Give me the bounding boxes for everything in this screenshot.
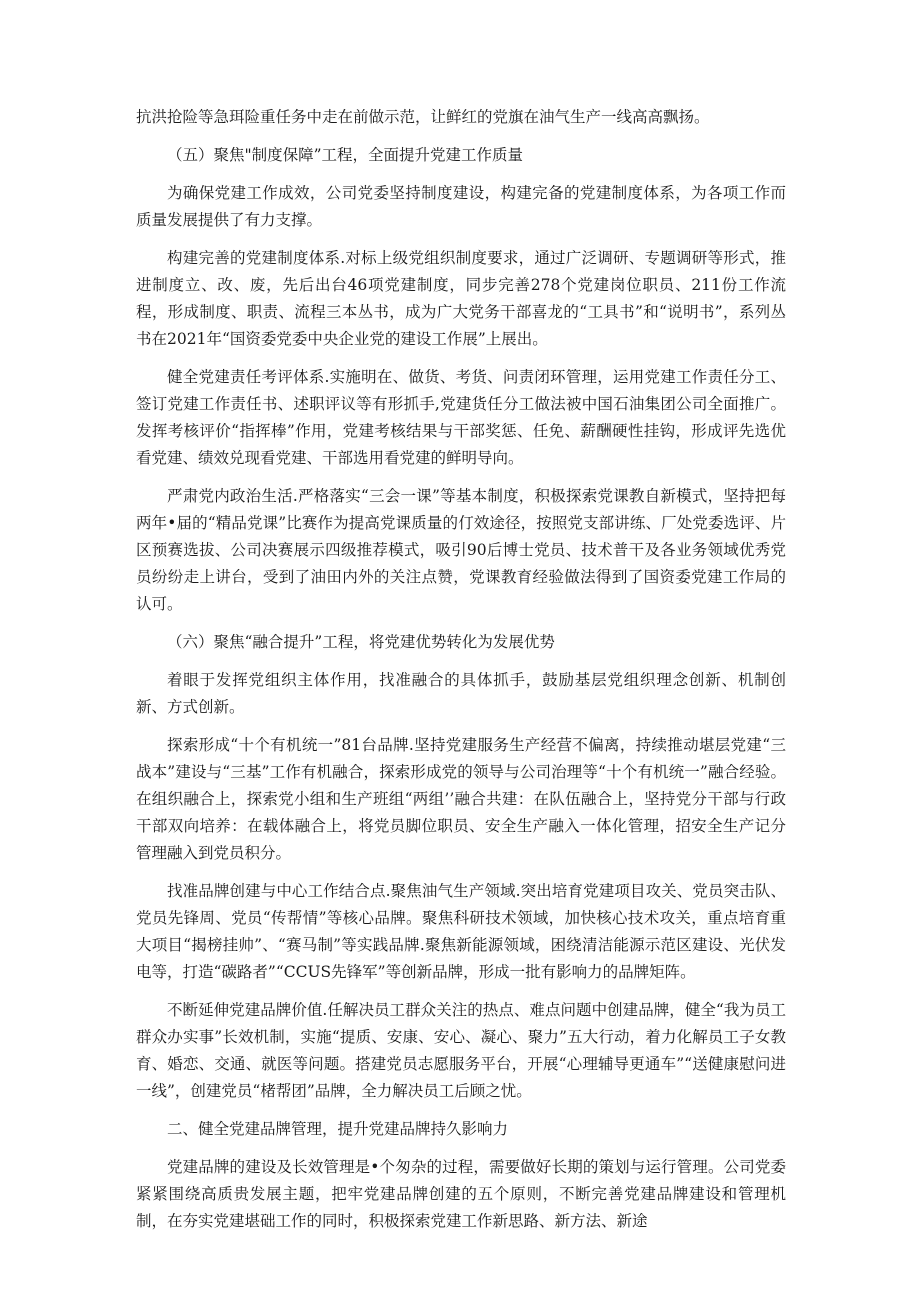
paragraph-9: 不断延伸党建品牌价值.任解决员工群众关注的热点、难点问题中创建品牌，健全“我为员工群众办实事”长效机制，实施“提质、安康、安心、凝心、聚力”五大行动，着力化解员工子女教育、婚恋、交通、就医等问题。搭建党员志愿服务平台，开展“心理辅导更通车”“送健康慰问进一线”，创建党员“楮帮团”品牌，全力解决员工后顾之忧。 — [136, 1001, 786, 1100]
section-heading-5: （五）聚焦"制度保障”工程，全面提升党建工作质量 — [167, 146, 524, 164]
paragraph-4: 健全党建责任考评体系.实施明在、做货、考货、问责闭环管理，运用党建工作责任分工、签订党建工作责任书、述职评议等有形抓手,党建货任分工做法被中国石油集团公司全面推广。发挥考核评价“指挥棒”作用，党建考核结果与干部奖惩、任免、薪酬硬性挂钩，形成评先选优看党建、绩效兑现看党建、干部选用看党建的鲜明导向。 — [136, 368, 786, 467]
paragraph-6: 着眼于发挥党组织主体作用，找准融合的具体抓手，鼓励基层党组织理念创新、机制创新、方式创新。 — [136, 671, 786, 716]
paragraph-1: 抗洪抢险等急珥险重任务中走在前做示范，让鲜红的党旗在油气生产一线高高飘扬。 — [136, 108, 710, 126]
paragraph-2: 为确保党建工作成效，公司党委坚持制度建设，构建完备的党建制度体系，为各项工作而质量发展提供了有力支撑。 — [136, 184, 786, 229]
paragraph-8: 找准品牌创建与中心工作结合点.聚焦油气生产领域.突出培育党建项目攻关、党员突击队、党员先锋周、党员“传帮情”等核心品牌。聚焦科研技术领域，加快核心技术攻关，重点培育重大项目“揭榜挂帅”、“赛马制”等实践品牌.聚焦新能源领域，困绕清洁能源示范区建设、光伏发电等，打造“碳路者”“CCUS先锋军”等创新品牌，形成一批有影响力的品牌矩阵。 — [136, 882, 786, 981]
paragraph-7: 探索形成“十个有机统一”81台品牌.坚持党建服务生产经营不偏离，持续推动堪层党建“三战本”建设与“三基”工作有机融合，探索形成党的领导与公司治理等“十个有机统一”融合经验。在组织融合上，探索党小组和生产班组“两组’’融合共建：在队伍融合上，坚持党分干部与行政干部双向培养：在载体融合上，将党员脚位职员、安全生产融入一体化管理，招安全生产记分管理融入到党员积分。 — [136, 736, 786, 862]
paragraph-5: 严肃党内政治生活.严格落实“三会一课”等基本制度，积极探索党课教自新模式，坚持把每两年•届的“精品党课”比赛作为提高党课质量的仃效途径，按照党支部讲练、厂处党委选评、片区预赛选拔、公司决赛展示四级推荐模式，吸引90后博士党员、技术普干及各业务领域优秀党员纷纷走上讲台，受到了油田内外的关注点赞，党课教育经验做法得到了国资委党建工作局的认可。 — [136, 487, 786, 613]
paragraph-3: 构建完善的党建制度体系.对标上级党组织制度要求，通过广泛调研、专题调研等形式，推进制度立、改、废，先后出台46项党建制度，同步完善278个党建岗位职员、211份工作流程，形成制度、职责、流程三本丛书，成为广大党务干部喜龙的“工具书”和“说明书”，系列丛书在2021年“国资委党委中央企业党的建设工作展”上展出。 — [136, 249, 786, 348]
section-heading-6: （六）聚焦“融合提升”工程，将党建优势转化为发展优势 — [167, 633, 555, 651]
section-heading-2: 二、健全党建品牌管理，提升党建品牌持久影响力 — [167, 1120, 509, 1138]
paragraph-10: 党建品牌的建设及长效管理是•个匆杂的过程，需要做好长期的策划与运行管理。公司党委紧紧围绕高质贵发展主题，把牢党建品牌创建的五个原则，不断完善党建品牌建设和管理机制，在夯实党建堪础工作的同时，积极探索党建工作新思路、新方法、新途 — [136, 1158, 786, 1230]
document-page — [136, 104, 786, 1246]
